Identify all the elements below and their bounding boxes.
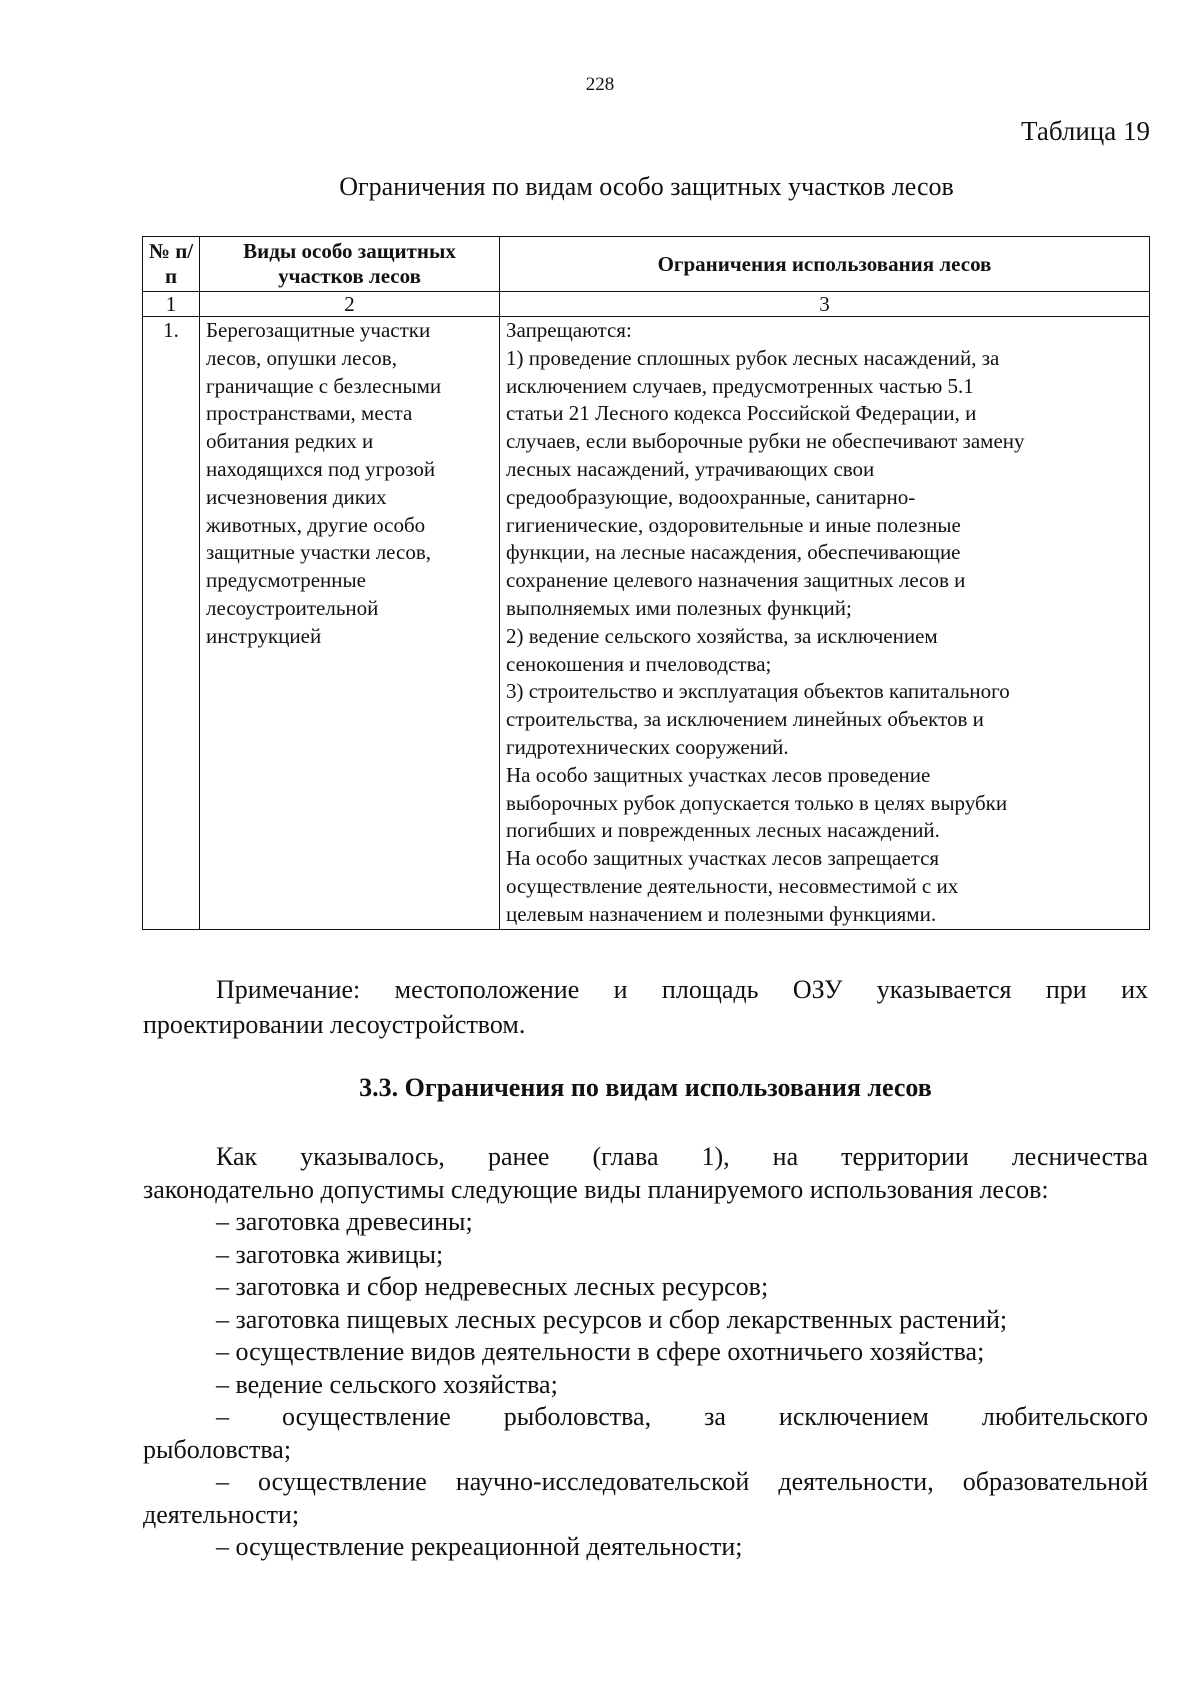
cell-line: Запрещаются: (506, 318, 632, 342)
cell-line: осуществление деятельности, несовместимой с их (506, 873, 959, 898)
cell-line: гигиенические, оздоровительные и иные полезные (506, 512, 961, 537)
cell-line: строительства, за исключением линейных объектов и (506, 707, 984, 732)
column-number: 2 (200, 292, 500, 317)
cell-line: лесоустроительной (206, 595, 379, 620)
cell-line: предусмотренные (206, 568, 366, 593)
cell-line: статьи 21 Лесного кодекса Российской Федерации, и (506, 401, 977, 426)
list-item: – осуществление научно-исследовательской деятельности, образовательной (216, 1467, 1148, 1496)
restrictions-table (142, 236, 1150, 930)
column-number-row (143, 292, 1150, 317)
cell-line: сенокошения и пчеловодства; (506, 651, 772, 676)
cell-line: выполняемых ими полезных функций; (506, 595, 852, 620)
cell-line: средообразующие, водоохранные, санитарно- (506, 484, 916, 509)
cell-line: инструкцией (206, 623, 322, 648)
list-item-continuation: деятельности; (143, 1499, 300, 1529)
cell-line: На особо защитных участках лесов запрещается (506, 846, 940, 871)
zone-type-cell (200, 317, 500, 930)
cell-line: гидротехнических сооружений. (506, 734, 789, 759)
cell-line: 1) проведение сплошных рубок лесных насаждений, за (506, 345, 1000, 370)
list-item: – заготовка древесины; (216, 1207, 473, 1236)
note-line: Примечание: местоположение и площадь ОЗУ указывается при их (216, 975, 1148, 1004)
cell-line: целевым назначением и полезными функциями. (506, 901, 937, 926)
body-text (143, 1141, 1148, 1564)
page-number: 228 (585, 74, 615, 95)
cell-line: пространствами, места (206, 401, 413, 426)
cell-line: лесов, опушки лесов, (206, 345, 397, 370)
header-restrictions: Ограничения использования лесов (500, 237, 1150, 292)
cell-line: Берегозащитные участки (206, 318, 431, 342)
cell-line: обитания редких и (206, 429, 374, 454)
list-item: – осуществление рекреационной деятельности; (216, 1532, 743, 1561)
cell-line: исчезновения диких (206, 484, 387, 509)
list-item: – ведение сельского хозяйства; (216, 1369, 558, 1399)
table-title: Ограничения по видам особо защитных участков лесов (339, 172, 954, 201)
cell-line: граничащие с безлесными (206, 373, 442, 398)
cell-line: лесных насаждений, утрачивающих свои (506, 456, 875, 481)
list-item: – заготовка пищевых лесных ресурсов и сбор лекарственных растений; (216, 1304, 1008, 1334)
header-number: № п/п (143, 237, 200, 292)
restriction-cell (500, 317, 1150, 930)
cell-line: находящихся под угрозой (206, 456, 436, 481)
list-item: – заготовка и сбор недревесных лесных ресурсов; (216, 1272, 769, 1301)
list-item-continuation: рыболовства; (143, 1434, 292, 1464)
intro-line: законодательно допустимы следующие виды планируемого использования лесов: (143, 1174, 1049, 1204)
cell-line: животных, другие особо (206, 512, 426, 537)
cell-line: 2) ведение сельского хозяйства, за исключением (506, 623, 938, 648)
intro-line: Как указывалось, ранее (глава 1), на территории лесничества (216, 1142, 1148, 1171)
cell-line: На особо защитных участках лесов проведение (506, 762, 931, 787)
cell-line: погибших и поврежденных лесных насаждений. (506, 818, 940, 843)
header-zone-types: Виды особо защитных участков лесов (200, 237, 500, 292)
table-label: Таблица 19 (1021, 116, 1150, 146)
row-number: 1. (143, 317, 200, 930)
cell-line: функции, на лесные насаждения, обеспечивающие (506, 540, 961, 565)
cell-line: защитные участки лесов, (206, 540, 432, 565)
column-number: 3 (500, 292, 1150, 317)
cell-line: случаев, если выборочные рубки не обеспечивают замену (506, 429, 1025, 454)
cell-line: 3) строительство и эксплуатация объектов капитального (506, 679, 1010, 704)
list-item: – осуществление рыболовства, за исключением любительского (216, 1402, 1148, 1431)
table-header-row (143, 237, 1150, 292)
list-item: – заготовка живицы; (216, 1239, 444, 1269)
cell-line: сохранение целевого назначения защитных лесов и (506, 568, 966, 593)
cell-line: выборочных рубок допускается только в целях вырубки (506, 790, 1008, 815)
list-item: – осуществление видов деятельности в сфере охотничьего хозяйства; (216, 1337, 985, 1366)
table-note (143, 972, 1148, 1042)
section-heading: 3.3. Ограничения по видам использования лесов (359, 1073, 932, 1102)
column-number: 1 (143, 292, 200, 317)
cell-line: исключением случаев, предусмотренных частью 5.1 (506, 373, 974, 398)
table-row (143, 317, 1150, 930)
note-line: проектировании лесоустройством. (143, 1010, 526, 1039)
